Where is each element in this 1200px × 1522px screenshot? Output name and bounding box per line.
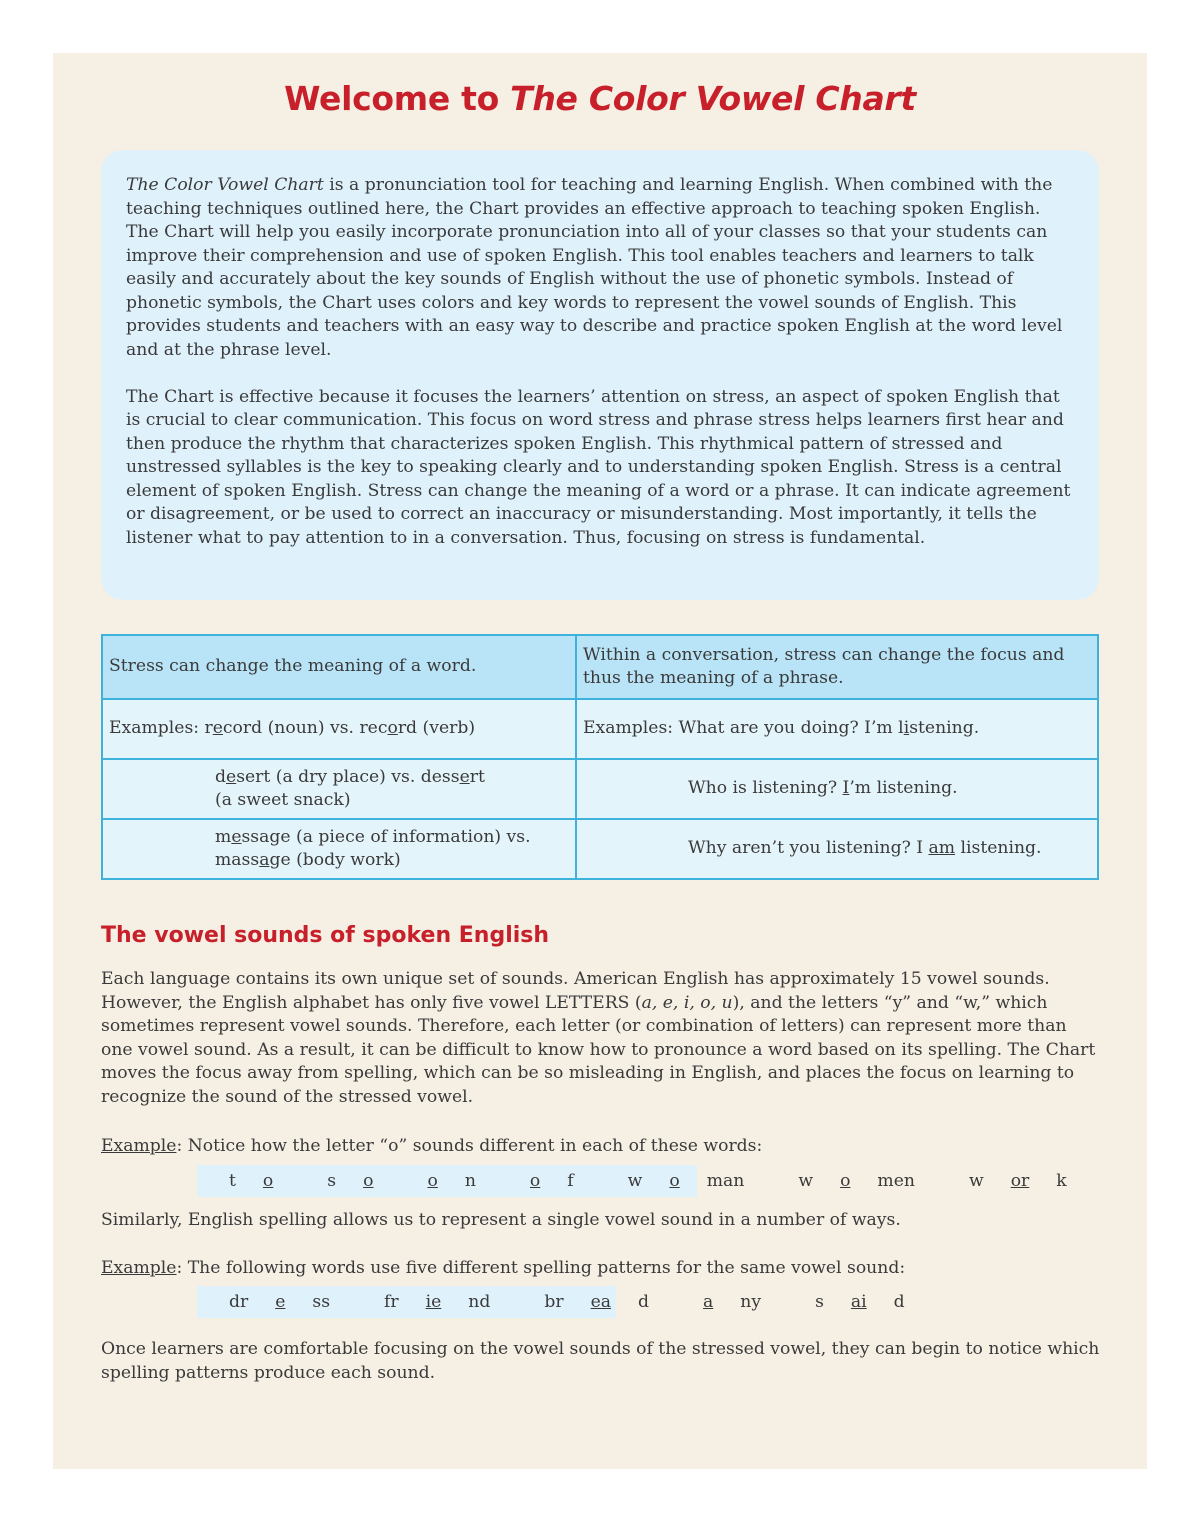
text-segment: ss bbox=[312, 1292, 331, 1312]
stressed-letters: o bbox=[262, 1171, 274, 1191]
vowel-paragraph-text-a: Each language contains its own unique set of sounds. American English has approximately 15 vowel sounds. However, the English alphabet has only five vowel LETTERS ( bbox=[101, 969, 1050, 1013]
text-segment: dr bbox=[229, 1292, 249, 1312]
text-segment: f bbox=[567, 1171, 574, 1191]
text-segment: (a sweet snack) bbox=[215, 790, 351, 810]
text-segment: s bbox=[327, 1171, 337, 1191]
intro-box bbox=[101, 150, 1099, 600]
stressed-letters: o bbox=[387, 718, 398, 739]
stressed-letters: e bbox=[459, 766, 470, 787]
title-prefix: Welcome to bbox=[284, 79, 511, 118]
text-segment: ny bbox=[740, 1292, 762, 1312]
stressed-letters: am bbox=[928, 838, 956, 859]
stressed-letters: o bbox=[529, 1171, 541, 1191]
example-2-line bbox=[101, 1257, 1101, 1281]
example-1-text: : Notice how the letter “o” sounds different in each of these words: bbox=[176, 1136, 763, 1156]
stress-table bbox=[101, 634, 1099, 880]
page bbox=[53, 53, 1147, 1469]
text-segment: mass bbox=[215, 850, 260, 870]
stressed-letters: o bbox=[363, 1171, 374, 1191]
example-2-word-bar bbox=[197, 1286, 905, 1318]
text-segment: sert (a dry place) vs. dess bbox=[236, 766, 460, 787]
intro-paragraph-1 bbox=[126, 174, 1073, 362]
text-segment: stening. bbox=[909, 718, 980, 739]
stressed-letters: ea bbox=[590, 1292, 612, 1312]
example-word bbox=[544, 1286, 676, 1318]
text-segment: n bbox=[464, 1171, 476, 1191]
text-segment: man bbox=[706, 1171, 745, 1191]
example-word bbox=[815, 1286, 932, 1318]
table-cell-left bbox=[102, 759, 576, 819]
cell-text bbox=[109, 826, 569, 873]
example-2-text: : The following words use five different spelling patterns for the same vowel sound: bbox=[176, 1258, 906, 1278]
text-segment: w bbox=[627, 1171, 643, 1191]
stressed-letters: e bbox=[275, 1292, 286, 1312]
stressed-letters: e bbox=[231, 826, 242, 847]
cell-text bbox=[583, 718, 979, 738]
table-cell-right bbox=[576, 819, 1098, 879]
stressed-letters: o bbox=[427, 1171, 438, 1191]
cell-text bbox=[583, 777, 1091, 801]
table-cell-left bbox=[102, 819, 576, 879]
table-cell-left bbox=[102, 699, 576, 759]
table-header-right: Within a conversation, stress can change the focus and thus the meaning of a phrase. bbox=[576, 635, 1098, 699]
example-word bbox=[703, 1286, 788, 1318]
stressed-letters: e bbox=[212, 718, 223, 739]
stressed-letters: a bbox=[259, 850, 270, 870]
text-segment: d bbox=[893, 1292, 905, 1312]
text-segment: ssage (a piece of information) vs. bbox=[241, 826, 531, 847]
table-header-row bbox=[102, 635, 1098, 699]
vowel-paragraph-text-b: ), and the letters “y” and “w,” which sometimes represent vowel sounds. Therefore, each letter (or combination of letters) can represent more than one vowel sound. As a result, it can be difficult to know how to pronounce a word based on its spelling. The Chart moves the focus away from spelling, which can be so misleading in English, and places the focus on learning to recognize the sound of the stressed vowel. bbox=[101, 992, 1096, 1107]
intro-paragraph-1-text: is a pronunciation tool for teaching and learning English. When combined with the teaching techniques outlined here, the Chart provides an effective approach to teaching spoken English. The Chart will help you easily incorporate pronunciation into all of your classes so that your students can improve their comprehension and use of spoken English. This tool enables teachers and learners to talk easily and accurately about the key sounds of English without the use of phonetic symbols. Instead of phonetic symbols, the Chart uses colors and key words to represent the vowel sounds of English. This provides students and teachers with an easy way to describe and practice spoken English at the word level and at the phrase level. bbox=[126, 175, 1063, 360]
text-segment: m bbox=[215, 826, 232, 847]
example-word bbox=[427, 1165, 502, 1197]
text-segment: Examples: r bbox=[109, 718, 213, 739]
text-segment: w bbox=[968, 1171, 984, 1191]
stressed-letters: o bbox=[669, 1171, 680, 1191]
section-heading: The vowel sounds of spoken English bbox=[101, 923, 550, 948]
text-segment: cord (noun) vs. rec bbox=[222, 718, 388, 739]
text-segment: ’m listening. bbox=[849, 778, 958, 799]
vowel-paragraph bbox=[101, 968, 1101, 1109]
cell-text bbox=[583, 837, 1091, 861]
text-segment: ge (body work) bbox=[269, 850, 401, 870]
page-title bbox=[53, 79, 1147, 118]
text-segment: s bbox=[815, 1292, 824, 1312]
example-word bbox=[229, 1286, 357, 1318]
example-word bbox=[798, 1165, 942, 1197]
example-label: Example bbox=[101, 1258, 177, 1278]
text-segment: rd (verb) bbox=[397, 718, 476, 739]
stressed-letters: e bbox=[226, 766, 237, 787]
table-row bbox=[102, 819, 1098, 879]
example-word bbox=[229, 1165, 300, 1197]
example-word bbox=[384, 1286, 517, 1318]
example-word bbox=[628, 1165, 772, 1197]
stressed-letters: ai bbox=[850, 1292, 867, 1312]
similarly-line: Similarly, English spelling allows us to represent a single vowel sound in a number of ways. bbox=[101, 1210, 901, 1230]
text-segment: fr bbox=[384, 1292, 399, 1312]
cell-text bbox=[109, 766, 569, 813]
example-word bbox=[327, 1165, 400, 1197]
text-segment: rt bbox=[469, 766, 485, 787]
table-cell-right bbox=[576, 759, 1098, 819]
text-segment: Who is listening? bbox=[688, 778, 843, 799]
text-segment: k bbox=[1056, 1171, 1067, 1191]
table-row bbox=[102, 759, 1098, 819]
text-segment: w bbox=[798, 1171, 814, 1191]
stressed-letters: a bbox=[703, 1292, 714, 1312]
text-segment: br bbox=[544, 1292, 564, 1312]
stressed-letters: i bbox=[903, 718, 910, 739]
text-segment: nd bbox=[468, 1292, 491, 1312]
text-segment: t bbox=[229, 1171, 236, 1191]
text-segment: listening. bbox=[955, 838, 1042, 859]
stressed-letters: or bbox=[1010, 1171, 1030, 1191]
vowel-letters: a, e, i, o, u bbox=[641, 992, 733, 1013]
example-label: Example bbox=[101, 1136, 177, 1156]
table-header-left: Stress can change the meaning of a word. bbox=[102, 635, 576, 699]
text-segment: d bbox=[638, 1292, 650, 1312]
table-cell-right bbox=[576, 699, 1098, 759]
stressed-letters: o bbox=[840, 1171, 851, 1191]
stressed-letters: ie bbox=[425, 1292, 442, 1312]
table-row bbox=[102, 699, 1098, 759]
cell-text bbox=[109, 718, 475, 738]
text-segment: Why aren’t you listening? I bbox=[688, 838, 929, 859]
intro-paragraph-2: The Chart is effective because it focuses the learners’ attention on stress, an aspect of spoken English that is crucial to clear communication. This focus on word stress and phrase stress helps learners first hear and then produce the rhythm that characterizes spoken English. This rhythmical pattern of stressed and unstressed syllables is the key to speaking clearly and to understanding spoken English. Stress is a central element of spoken English. Stress can change the meaning of a word or a phrase. It can indicate agreement or disagreement, or be used to correct an inaccuracy or misunderstanding. Most importantly, it tells the listener what to pay attention to in a conversation. Thus, focusing on stress is fundamental. bbox=[126, 386, 1071, 548]
closing-paragraph: Once learners are comfortable focusing on the vowel sounds of the stressed vowel, they can begin to notice which spelling patterns produce each sound. bbox=[101, 1339, 1100, 1383]
text-segment: Examples: What are you doing? I’m l bbox=[583, 718, 904, 739]
example-word bbox=[530, 1165, 601, 1197]
title-italic: The Color Vowel Chart bbox=[510, 79, 916, 118]
example-word bbox=[969, 1165, 1094, 1197]
intro-chart-name: The Color Vowel Chart bbox=[126, 175, 324, 195]
example-1-word-bar bbox=[197, 1165, 1067, 1197]
stressed-letters: I bbox=[842, 778, 850, 799]
text-segment: men bbox=[877, 1171, 915, 1191]
example-1-line bbox=[101, 1135, 1101, 1159]
text-segment: d bbox=[215, 766, 227, 787]
